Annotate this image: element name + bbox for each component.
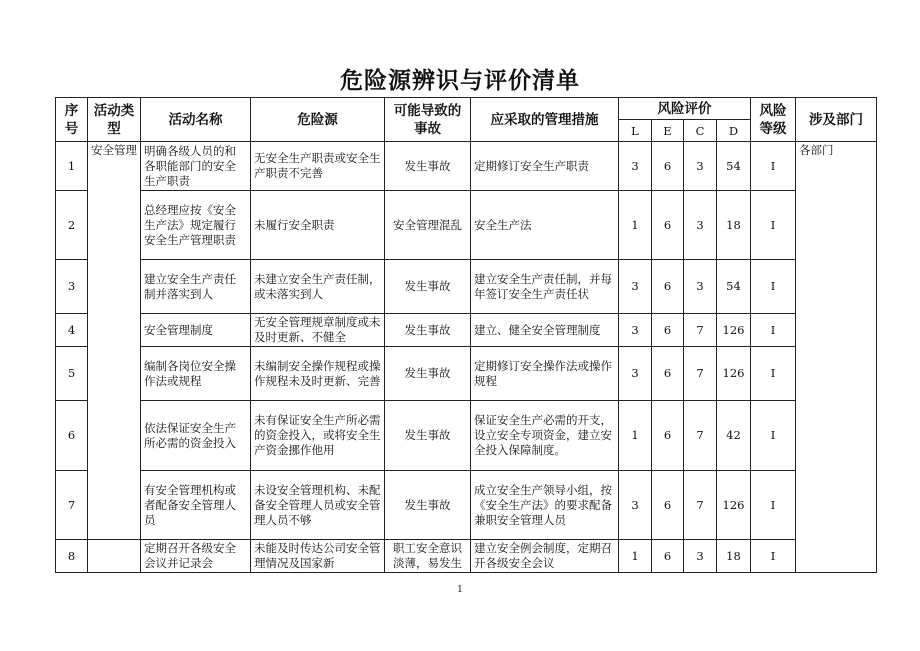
D-cell: 126 [717, 314, 751, 347]
measure-cell: 建立安全例会制度，定期召开各级安全会议 [471, 540, 619, 573]
hazard-table [55, 97, 877, 573]
activity-name: 安全管理制度 [141, 314, 251, 347]
header-C: C [684, 120, 717, 142]
activity-type-empty [88, 540, 141, 573]
E-cell: 6 [652, 314, 684, 347]
hazard-cell: 未能及时传达公司安全管理情况及国家新 [251, 540, 385, 573]
D-cell: 18 [717, 191, 751, 260]
header-risk-eval: 风险评价 [619, 98, 751, 120]
E-cell: 6 [652, 347, 684, 401]
table-row [56, 191, 877, 260]
header-D: D [717, 120, 751, 142]
E-cell: 6 [652, 191, 684, 260]
hazard-cell: 未有保证安全生产所必需的资金投入，或将安全生产资金挪作他用 [251, 401, 385, 471]
table-row [56, 540, 877, 573]
row-no: 2 [56, 191, 88, 260]
L-cell: 1 [619, 540, 652, 573]
hazard-cell: 未履行安全职责 [251, 191, 385, 260]
measure-cell: 成立安全生产领导小组，按《安全生产法》的要求配备兼职安全管理人员 [471, 471, 619, 540]
C-cell: 3 [684, 540, 717, 573]
document-title: 危险源辨识与评价清单 [340, 68, 580, 94]
L-cell: 1 [619, 191, 652, 260]
header-measures: 应采取的管理措施 [471, 98, 619, 142]
header-accident: 可能导致的事故 [385, 98, 471, 142]
L-cell: 3 [619, 142, 652, 191]
L-cell: 1 [619, 401, 652, 471]
activity-name: 明确各级人员的和各职能部门的安全生产职责 [141, 142, 251, 191]
risk-level-cell: I [751, 347, 796, 401]
D-cell: 54 [717, 142, 751, 191]
C-cell: 7 [684, 314, 717, 347]
L-cell: 3 [619, 314, 652, 347]
activity-name: 定期召开各级安全会议并记录会 [141, 540, 251, 573]
accident-cell: 发生事故 [385, 142, 471, 191]
hazard-cell: 未建立安全生产责任制，或未落实到人 [251, 260, 385, 314]
E-cell: 6 [652, 142, 684, 191]
C-cell: 3 [684, 142, 717, 191]
L-cell: 3 [619, 471, 652, 540]
C-cell: 7 [684, 347, 717, 401]
risk-level-cell: I [751, 471, 796, 540]
header-hazard: 危险源 [251, 98, 385, 142]
header-E: E [652, 120, 684, 142]
hazard-cell: 无安全生产职责或安全生产职责不完善 [251, 142, 385, 191]
accident-cell: 发生事故 [385, 314, 471, 347]
row-no: 8 [56, 540, 88, 573]
D-cell: 42 [717, 401, 751, 471]
accident-cell: 安全管理混乱 [385, 191, 471, 260]
header-no: 序号 [56, 98, 88, 142]
table-row [56, 142, 877, 191]
header-risk-level: 风险等级 [751, 98, 796, 142]
activity-type-cell: 安全管理 [88, 142, 141, 540]
C-cell: 7 [684, 471, 717, 540]
E-cell: 6 [652, 401, 684, 471]
accident-cell: 发生事故 [385, 260, 471, 314]
E-cell: 6 [652, 260, 684, 314]
hazard-cell [251, 314, 385, 347]
accident-cell: 发生事故 [385, 347, 471, 401]
C-cell: 3 [684, 260, 717, 314]
page-number: 1 [457, 585, 463, 595]
hazard-text: 无安全管理规章制度或未及时更新、不健全 [254, 315, 381, 344]
activity-name: 总经理应按《安全生产法》规定履行安全生产管理职责 [141, 191, 251, 260]
D-cell: 126 [717, 471, 751, 540]
hazard-cell: 未编制安全操作规程或操作规程未及时更新、完善 [251, 347, 385, 401]
C-cell: 7 [684, 401, 717, 471]
header-L: L [619, 120, 652, 142]
L-cell: 3 [619, 260, 652, 314]
accident-cell: 职工安全意识淡薄，易发生 [385, 540, 471, 573]
table-row [56, 347, 877, 401]
table-row [56, 471, 877, 540]
activity-name: 建立安全生产责任制并落实到人 [141, 260, 251, 314]
activity-name: 编制各岗位安全操作法或规程 [141, 347, 251, 401]
E-cell: 6 [652, 471, 684, 540]
risk-level-cell: I [751, 191, 796, 260]
E-cell: 6 [652, 540, 684, 573]
activity-name: 有安全管理机构或者配备安全管理人员 [141, 471, 251, 540]
measure-cell: 定期修订安全操作法或操作规程 [471, 347, 619, 401]
table-row [56, 401, 877, 471]
D-cell: 126 [717, 347, 751, 401]
measure-cell: 定期修订安全生产职责 [471, 142, 619, 191]
row-no: 5 [56, 347, 88, 401]
measure-cell: 建立、健全安全管理制度 [471, 314, 619, 347]
row-no: 1 [56, 142, 88, 191]
D-cell: 54 [717, 260, 751, 314]
dept-cell: 各部门 [796, 142, 877, 573]
header-dept: 涉及部门 [796, 98, 877, 142]
risk-level-cell: I [751, 540, 796, 573]
accident-cell: 发生事故 [385, 471, 471, 540]
measure-cell: 保证安全生产必需的开支，设立安全专项资金，建立安全投入保障制度。 [471, 401, 619, 471]
measure-cell: 安全生产法 [471, 191, 619, 260]
activity-name: 依法保证安全生产所必需的资金投入 [141, 401, 251, 471]
risk-level-cell: I [751, 401, 796, 471]
C-cell: 3 [684, 191, 717, 260]
row-no: 4 [56, 314, 88, 347]
header-activity-name: 活动名称 [141, 98, 251, 142]
accident-cell: 发生事故 [385, 401, 471, 471]
risk-level-cell: I [751, 314, 796, 347]
D-cell: 18 [717, 540, 751, 573]
L-cell: 3 [619, 347, 652, 401]
row-no: 7 [56, 471, 88, 540]
table-row [56, 260, 877, 314]
risk-level-cell: I [751, 260, 796, 314]
risk-level-cell: I [751, 142, 796, 191]
header-activity-type: 活动类型 [88, 98, 141, 142]
row-no: 6 [56, 401, 88, 471]
measure-cell: 建立安全生产责任制，并每年签订安全生产责任状 [471, 260, 619, 314]
table-row [56, 314, 877, 347]
hazard-cell: 未设安全管理机构、未配备安全管理人员或安全管理人员不够 [251, 471, 385, 540]
row-no: 3 [56, 260, 88, 314]
